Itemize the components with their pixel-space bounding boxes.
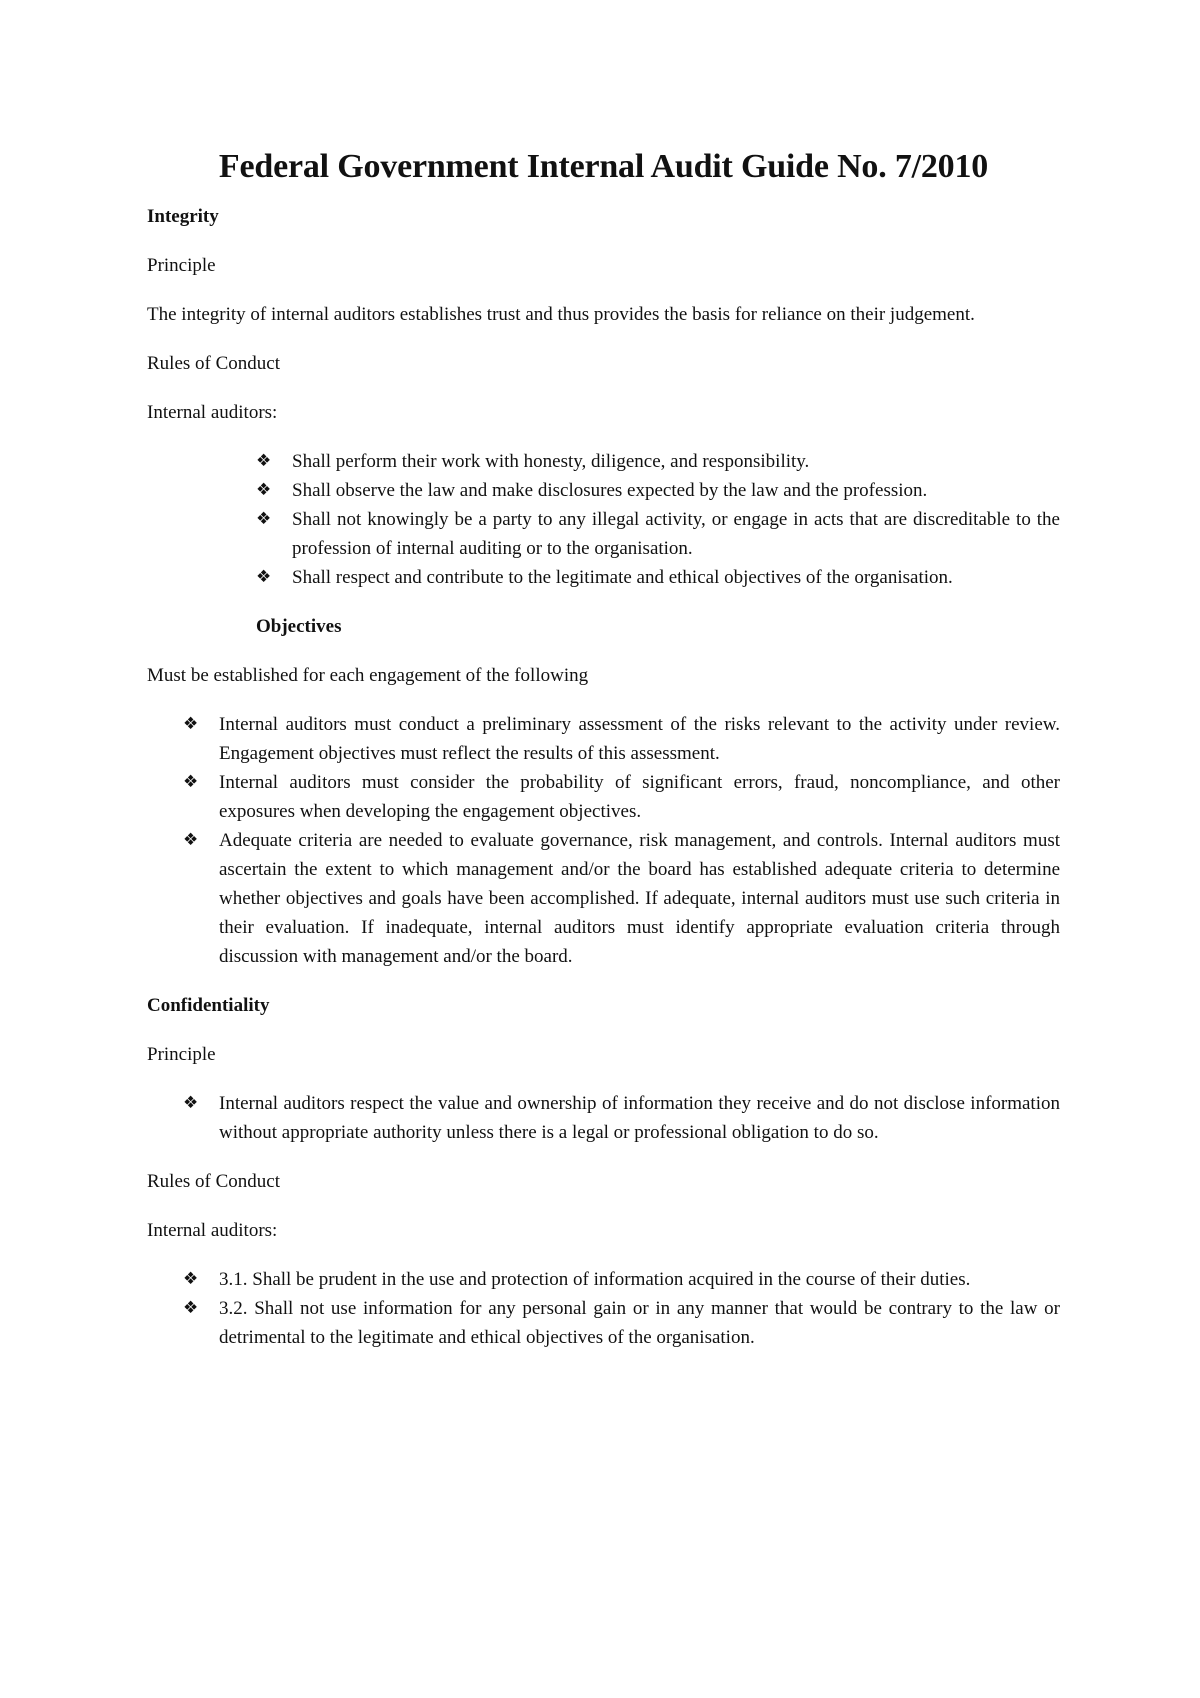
diamond-bullet-icon: ❖ (256, 451, 272, 471)
confidentiality-auditors-label: Internal auditors: (147, 1220, 278, 1241)
list-item (256, 563, 1060, 592)
confidentiality-rules-list (183, 1265, 1060, 1352)
list-item-text: Adequate criteria are needed to evaluate governance, risk management, and controls. Internal auditors must ascertain the extent to which management and/or the board has established adequate criteria to determine whether objectives and goals have been accomplished. If adequate, internal auditors must use such criteria in their evaluation. If inadequate, internal auditors must identify appropriate evaluation criteria through discussion with management and/or the board. (219, 830, 1060, 967)
diamond-bullet-icon: ❖ (183, 772, 199, 792)
list-item-text: Shall perform their work with honesty, diligence, and responsibility. (292, 451, 810, 472)
list-item-text: Shall observe the law and make disclosures expected by the law and the profession. (292, 480, 928, 501)
list-item (183, 1089, 1060, 1147)
list-item-text: Internal auditors must consider the probability of significant errors, fraud, noncompliance, and other exposures when developing the engagement objectives. (219, 772, 1060, 822)
diamond-bullet-icon: ❖ (256, 480, 272, 500)
list-item-text: 3.1. Shall be prudent in the use and protection of information acquired in the course of their duties. (219, 1269, 971, 1290)
objectives-list (183, 710, 1060, 971)
confidentiality-principles-list (183, 1089, 1060, 1147)
list-item (256, 505, 1060, 563)
confidentiality-principle-label: Principle (147, 1044, 216, 1065)
list-item-text: Internal auditors must conduct a preliminary assessment of the risks relevant to the activity under review. Engagement objectives must reflect the results of this assessment. (219, 714, 1060, 764)
document-title: Federal Government Internal Audit Guide No. 7/2010 (218, 148, 989, 185)
diamond-bullet-icon: ❖ (183, 1093, 199, 1113)
integrity-principle-label: Principle (147, 255, 216, 276)
diamond-bullet-icon: ❖ (256, 567, 272, 587)
document-page (147, 147, 1060, 1372)
list-item (183, 1294, 1060, 1352)
diamond-bullet-icon: ❖ (183, 1298, 199, 1318)
list-item (183, 826, 1060, 971)
list-item-text: Shall not knowingly be a party to any illegal activity, or engage in acts that are discreditable to the profession of internal auditing or to the organisation. (292, 509, 1060, 559)
list-item (183, 768, 1060, 826)
list-item-text: Shall respect and contribute to the legitimate and ethical objectives of the organisation. (292, 567, 953, 588)
list-item (256, 447, 1060, 476)
list-item-text: 3.2. Shall not use information for any personal gain or in any manner that would be contrary to the law or detrimental to the legitimate and ethical objectives of the organisation. (219, 1298, 1060, 1348)
list-item (183, 710, 1060, 768)
list-item-text: Internal auditors respect the value and ownership of information they receive and do not disclose information without appropriate authority unless there is a legal or professional obligation to do so. (219, 1093, 1060, 1143)
objectives-intro: Must be established for each engagement of the following (147, 665, 589, 686)
diamond-bullet-icon: ❖ (256, 509, 272, 529)
diamond-bullet-icon: ❖ (183, 1269, 199, 1289)
confidentiality-rules-label: Rules of Conduct (147, 1171, 280, 1192)
integrity-rules-list (256, 447, 1060, 592)
integrity-principle-text: The integrity of internal auditors establishes trust and thus provides the basis for reliance on their judgement. (147, 304, 975, 325)
list-item (256, 476, 1060, 505)
integrity-auditors-label: Internal auditors: (147, 402, 278, 423)
integrity-rules-label: Rules of Conduct (147, 353, 280, 374)
integrity-heading: Integrity (147, 206, 219, 227)
list-item (183, 1265, 1060, 1294)
diamond-bullet-icon: ❖ (183, 830, 199, 850)
objectives-heading: Objectives (256, 616, 342, 637)
confidentiality-heading: Confidentiality (147, 995, 270, 1016)
diamond-bullet-icon: ❖ (183, 714, 199, 734)
